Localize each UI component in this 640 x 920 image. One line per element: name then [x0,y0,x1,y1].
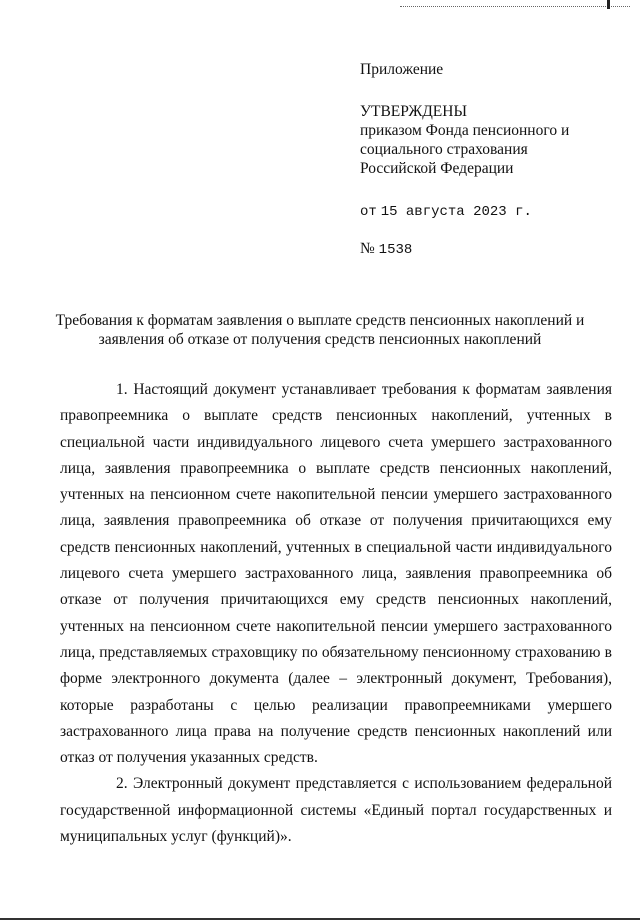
scan-artifact-top-line [400,6,630,7]
approval-block [360,60,630,260]
issuer-line-3: Российской Федерации [360,160,514,177]
issuer-line-1: приказом Фонда пенсионного и [360,122,570,139]
document-body [60,377,612,850]
paragraph-2: 2. Электронный документ представляется с использованием федеральной государственной информационной системы «Единый портал государственных и муниципальных услуг (функций)». [60,775,612,846]
number-value: 1538 [378,242,413,258]
date-value: 15 августа 2023 г. [380,204,532,220]
document-title: Требования к форматам заявления о выплате средств пенсионных накоплений и заявления об отказе от получения средств пенсионных накоплений [55,312,585,348]
date-prefix: от [360,204,377,220]
number-sign: № [360,240,375,257]
scan-artifact-tick [607,0,610,9]
order-number [360,239,630,260]
appendix-label: Приложение [360,61,444,78]
paragraph-1: 1. Настоящий документ устанавливает требования к форматам заявления правопреемника о выплате средств пенсионных накоплений, учтенных в специальной части индивидуального лицевого счета умершего застрахованного лица, заявления правопреемника о выплате средств пенсионных накоплений, учтенных на пенсионном счете накопительной пенсии умершего застрахованного лица, заявления правопреемника об отказе от получения причитающихся ему средств пенсионных накоплений, учтенных в специальной части индивидуального лицевого счета умершего застрахованного лица, заявления правопреемника об отказе от получения причитающихся ему средств пенсионных накоплений, учтенных на пенсионном счете накопительной пенсии умершего застрахованного лица, представляемых страховщику по обязательному пенсионному страхованию в форме электронного документа (далее – электронный документ, Требования), которые разработаны с целью реализации правопреемниками умершего застрахованного лица права на получение средств пенсионных накоплений или отказ от получения указанных средств. [60,381,612,767]
approved-heading: УТВЕРЖДЕНЫ [360,103,467,120]
order-date [360,201,630,222]
issuer-line-2: социального страхования [360,141,528,158]
